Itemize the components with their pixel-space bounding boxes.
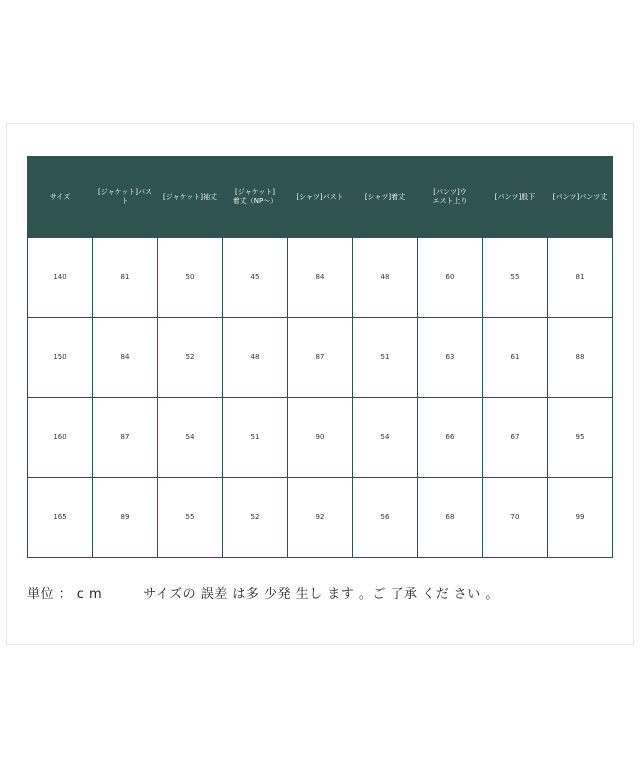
table-cell: 51: [223, 398, 288, 478]
table-cell: 67: [483, 398, 548, 478]
header-cell-pants-length: [パンツ]パンツ丈: [548, 157, 613, 238]
table-cell: 160: [28, 398, 93, 478]
table-row: [28, 238, 613, 318]
table-cell: 60: [418, 238, 483, 318]
header-cell-size: サイズ: [28, 157, 93, 238]
header-cell-shirt-bust: [シャツ]バスト: [288, 157, 353, 238]
table-cell: 95: [548, 398, 613, 478]
table-cell: 70: [483, 478, 548, 558]
header-cell-jacket-length: [ジャケット] 着丈（NP〜）: [223, 157, 288, 238]
table-cell: 84: [288, 238, 353, 318]
table-cell: 90: [288, 398, 353, 478]
table-cell: 87: [288, 318, 353, 398]
table-cell: 68: [418, 478, 483, 558]
table-cell: 56: [353, 478, 418, 558]
table-cell: 81: [548, 238, 613, 318]
table-cell: 55: [483, 238, 548, 318]
header-cell-shirt-length: [シャツ]着丈: [353, 157, 418, 238]
header-cell-jacket-sleeve: [ジャケット]袖丈: [158, 157, 223, 238]
table-cell: 87: [93, 398, 158, 478]
table-cell: 51: [353, 318, 418, 398]
header-row: [28, 157, 613, 238]
header-cell-pants-inseam: [パンツ]股下: [483, 157, 548, 238]
table-cell: 50: [158, 238, 223, 318]
table-cell: 81: [93, 238, 158, 318]
table-cell: 45: [223, 238, 288, 318]
table-cell: 55: [158, 478, 223, 558]
header-cell-pants-waist: [パンツ]ウ エスト上り: [418, 157, 483, 238]
table-cell: 140: [28, 238, 93, 318]
table-cell: 48: [353, 238, 418, 318]
size-chart-header: [28, 157, 613, 238]
table-row: [28, 318, 613, 398]
table-cell: 99: [548, 478, 613, 558]
table-cell: 54: [353, 398, 418, 478]
table-cell: 92: [288, 478, 353, 558]
table-cell: 84: [93, 318, 158, 398]
table-cell: 88: [548, 318, 613, 398]
table-cell: 150: [28, 318, 93, 398]
unit-note: 単位 ： c m サイズの 誤差 は多 少発 生し ます 。ご 了承 くだ さい 。: [27, 587, 499, 602]
table-row: [28, 398, 613, 478]
table-cell: 48: [223, 318, 288, 398]
header-cell-jacket-bust: [ジャケット]バスト: [93, 157, 158, 238]
table-row: [28, 478, 613, 558]
size-chart-body: [28, 238, 613, 558]
size-chart-table: [27, 156, 613, 558]
table-cell: 89: [93, 478, 158, 558]
table-cell: 54: [158, 398, 223, 478]
table-cell: 63: [418, 318, 483, 398]
table-cell: 61: [483, 318, 548, 398]
table-cell: 52: [158, 318, 223, 398]
table-cell: 165: [28, 478, 93, 558]
table-cell: 66: [418, 398, 483, 478]
table-cell: 52: [223, 478, 288, 558]
